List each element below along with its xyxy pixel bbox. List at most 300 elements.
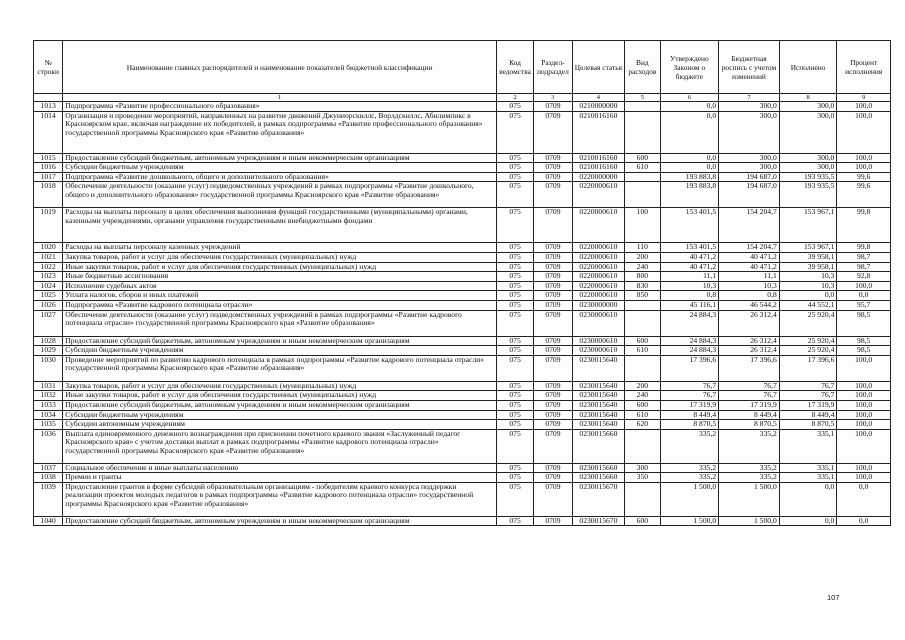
header-approved: Утверждено Законом о бюджете [660,41,719,94]
table-row [34,391,891,401]
row-name: Предоставление субсидий бюджетным, автономным учреждениям и иным некоммерческим организациям [63,400,497,410]
table-row [34,281,891,291]
row-dept-code: 075 [496,410,533,420]
row-percent: 0,0 [837,482,891,516]
row-target-article: 0210000000 [572,102,625,112]
row-target-article: 0210016160 [572,153,625,163]
row-budget-schedule: 8 870,5 [719,420,780,430]
row-budget-schedule: 335,2 [719,473,780,483]
row-name: Подпрограмма «Развитие кадрового потенциала отрасли» [63,300,497,310]
row-section: 0709 [534,272,572,282]
row-target-article: 0230015660 [572,463,625,473]
row-executed: 300,0 [779,111,837,153]
row-percent: 98,5 [837,346,891,356]
page-number: 107 [827,593,840,602]
row-expense-type: 610 [625,163,660,173]
row-number: 1035 [34,420,63,430]
header-name: Наименование главных распорядителей и наименование показателей бюджетной классификации [63,41,497,94]
row-expense-type: 830 [625,281,660,291]
row-section: 0709 [534,346,572,356]
row-approved: 45 116,1 [660,300,719,310]
row-number: 1024 [34,281,63,291]
row-executed: 25 920,4 [779,310,837,336]
row-percent: 98,5 [837,310,891,336]
row-budget-schedule: 335,2 [719,429,780,463]
row-budget-schedule: 300,0 [719,153,780,163]
row-section: 0709 [534,208,572,243]
row-target-article: 0230000610 [572,310,625,336]
row-percent: 95,7 [837,300,891,310]
row-name: Расходы на выплаты персоналу казенных учреждений [63,243,497,253]
row-dept-code: 075 [496,355,533,381]
row-approved: 0,0 [660,153,719,163]
table-row [34,300,891,310]
row-approved: 335,2 [660,463,719,473]
row-budget-schedule: 46 544,2 [719,300,780,310]
row-executed: 153 967,1 [779,208,837,243]
row-target-article: 0210016160 [572,111,625,153]
row-budget-schedule: 11,1 [719,272,780,282]
row-approved: 0,0 [660,102,719,112]
row-executed: 76,7 [779,391,837,401]
colnum: 3 [534,94,572,102]
row-name: Иные закупки товаров, работ и услуг для обеспечения государственных (муниципальных) нужд [63,262,497,272]
table-row [34,252,891,262]
row-approved: 335,2 [660,473,719,483]
row-executed: 0,0 [779,482,837,516]
row-dept-code: 075 [496,272,533,282]
table-row [34,153,891,163]
row-number: 1016 [34,163,63,173]
row-number: 1029 [34,346,63,356]
budget-execution-table [33,40,891,526]
row-expense-type: 240 [625,262,660,272]
row-dept-code: 075 [496,243,533,253]
row-percent: 100,0 [837,281,891,291]
row-name: Премии и гранты [63,473,497,483]
row-executed: 25 920,4 [779,336,837,346]
row-executed: 300,0 [779,102,837,112]
row-approved: 24 884,3 [660,310,719,336]
row-section: 0709 [534,381,572,391]
row-name: Субсидии автономным учреждениям [63,420,497,430]
row-target-article: 0230015640 [572,391,625,401]
row-name: Обеспечение деятельности (оказание услуг) подведомственных учреждений в рамках подпрограммы «Развитие кадрового потенциала отрасли» государственной программы Красноярского края «Развитие образования» [63,310,497,336]
row-number: 1018 [34,182,63,208]
row-executed: 300,0 [779,163,837,173]
row-number: 1022 [34,262,63,272]
row-number: 1031 [34,381,63,391]
row-budget-schedule: 194 687,0 [719,182,780,208]
table-row [34,172,891,182]
row-dept-code: 075 [496,381,533,391]
row-target-article: 0220000610 [572,281,625,291]
row-approved: 153 401,5 [660,243,719,253]
row-dept-code: 075 [496,400,533,410]
colnum: 4 [572,94,625,102]
row-expense-type: 100 [625,208,660,243]
row-dept-code: 075 [496,172,533,182]
row-number: 1013 [34,102,63,112]
row-executed: 8 449,4 [779,410,837,420]
row-percent: 99,8 [837,208,891,243]
colnum: 2 [496,94,533,102]
row-name: Уплата налогов, сборов и иных платежей [63,291,497,301]
row-section: 0709 [534,400,572,410]
row-percent: 99,8 [837,243,891,253]
row-budget-schedule: 335,2 [719,463,780,473]
row-dept-code: 075 [496,281,533,291]
row-budget-schedule: 40 471,2 [719,252,780,262]
row-target-article: 0220000610 [572,243,625,253]
row-name: Социальное обеспечение и иные выплаты населению [63,463,497,473]
row-target-article: 0230015640 [572,420,625,430]
row-name: Выплата единовременного денежного вознаграждения при присвоении почетного краевого звания «Заслуженный педагог Красноярского края» с учетом доставки выплат в рамках подпрограммы «Развитие кадрового потенциала отрасли» государственной программы Красноярского края «Развитие образования» [63,429,497,463]
row-target-article: 0220000610 [572,262,625,272]
row-percent: 0,0 [837,291,891,301]
row-expense-type: 240 [625,391,660,401]
row-expense-type [625,102,660,112]
row-budget-schedule: 26 312,4 [719,346,780,356]
table-body [34,102,891,526]
row-approved: 8 870,5 [660,420,719,430]
row-number: 1019 [34,208,63,243]
row-number: 1020 [34,243,63,253]
row-number: 1034 [34,410,63,420]
row-percent: 100,0 [837,473,891,483]
row-section: 0709 [534,473,572,483]
row-percent: 100,0 [837,463,891,473]
row-executed: 335,1 [779,473,837,483]
row-dept-code: 075 [496,336,533,346]
row-target-article: 0230015670 [572,482,625,516]
table-row [34,182,891,208]
colnum: 8 [779,94,837,102]
row-name: Подпрограмма «Развитие профессионального образования» [63,102,497,112]
row-approved: 10,3 [660,281,719,291]
row-executed: 193 935,5 [779,182,837,208]
row-percent: 92,8 [837,272,891,282]
row-approved: 335,2 [660,429,719,463]
row-budget-schedule: 300,0 [719,163,780,173]
row-budget-schedule: 17 319,9 [719,400,780,410]
row-section: 0709 [534,102,572,112]
row-budget-schedule: 26 312,4 [719,310,780,336]
row-percent: 100,0 [837,153,891,163]
column-number-row [34,94,891,102]
row-section: 0709 [534,243,572,253]
row-percent: 100,0 [837,410,891,420]
row-percent: 98,5 [837,336,891,346]
row-percent: 99,6 [837,172,891,182]
row-dept-code: 075 [496,391,533,401]
row-budget-schedule: 76,7 [719,391,780,401]
row-dept-code: 075 [496,482,533,516]
header-row-number: № строки [34,41,63,94]
row-approved: 153 401,5 [660,208,719,243]
row-expense-type [625,429,660,463]
table-row [34,291,891,301]
row-target-article: 0220000610 [572,208,625,243]
row-approved: 0,0 [660,111,719,153]
row-executed: 17 396,6 [779,355,837,381]
row-expense-type [625,482,660,516]
row-name: Обеспечение деятельности (оказание услуг) подведомственных учреждений в рамках подпрограммы «Развитие дошкольного, общего и дополнительного образования» государственной программы Красноярского края «Развитие образования» [63,182,497,208]
row-dept-code: 075 [496,262,533,272]
table-row [34,243,891,253]
row-approved: 1 500,0 [660,482,719,516]
row-executed: 10,3 [779,272,837,282]
row-section: 0709 [534,516,572,526]
table-row [34,516,891,526]
row-budget-schedule: 26 312,4 [719,336,780,346]
row-executed: 335,1 [779,429,837,463]
row-budget-schedule: 76,7 [719,381,780,391]
row-number: 1038 [34,473,63,483]
row-approved: 193 883,8 [660,182,719,208]
row-approved: 17 319,9 [660,400,719,410]
row-number: 1023 [34,272,63,282]
row-percent: 100,0 [837,391,891,401]
row-budget-schedule: 194 687,0 [719,172,780,182]
colnum: 7 [719,94,780,102]
row-approved: 0,0 [660,163,719,173]
row-approved: 24 884,3 [660,346,719,356]
row-expense-type: 200 [625,381,660,391]
row-percent: 98,7 [837,262,891,272]
row-executed: 153 967,1 [779,243,837,253]
table-row [34,463,891,473]
table-row [34,208,891,243]
row-target-article: 0230000610 [572,346,625,356]
row-percent: 100,0 [837,400,891,410]
row-executed: 10,3 [779,281,837,291]
row-target-article: 0230015640 [572,410,625,420]
row-section: 0709 [534,182,572,208]
row-executed: 0,0 [779,516,837,526]
row-dept-code: 075 [496,310,533,336]
row-name: Субсидии бюджетным учреждениям [63,410,497,420]
row-name: Субсидии бюджетным учреждениям [63,346,497,356]
row-expense-type [625,111,660,153]
row-executed: 25 920,4 [779,346,837,356]
row-target-article: 0220000610 [572,182,625,208]
row-number: 1039 [34,482,63,516]
header-section: Раздел-подраздел [534,41,572,94]
row-expense-type [625,310,660,336]
row-section: 0709 [534,262,572,272]
table-row [34,310,891,336]
row-number: 1028 [34,336,63,346]
row-dept-code: 075 [496,463,533,473]
row-expense-type: 110 [625,243,660,253]
row-target-article: 0210016160 [572,163,625,173]
row-expense-type: 600 [625,400,660,410]
row-executed: 193 935,5 [779,172,837,182]
header-target-article: Целевая статья [572,41,625,94]
row-dept-code: 075 [496,346,533,356]
row-expense-type: 620 [625,420,660,430]
row-name: Закупка товаров, работ и услуг для обеспечения государственных (муниципальных) нужд [63,252,497,262]
row-dept-code: 075 [496,111,533,153]
table-row [34,163,891,173]
row-expense-type: 610 [625,410,660,420]
row-expense-type: 300 [625,463,660,473]
row-target-article: 0220000610 [572,272,625,282]
row-expense-type: 800 [625,272,660,282]
row-dept-code: 075 [496,516,533,526]
row-section: 0709 [534,281,572,291]
row-percent: 100,0 [837,163,891,173]
row-expense-type: 610 [625,346,660,356]
row-target-article: 0230000610 [572,336,625,346]
colnum: 6 [660,94,719,102]
row-executed: 0,0 [779,291,837,301]
row-percent: 98,7 [837,252,891,262]
row-approved: 40 471,2 [660,262,719,272]
row-approved: 0,8 [660,291,719,301]
header-percent: Процент исполнения [837,41,891,94]
row-number: 1027 [34,310,63,336]
colnum: 1 [63,94,497,102]
row-executed: 300,0 [779,153,837,163]
row-budget-schedule: 154 204,7 [719,243,780,253]
table-row [34,262,891,272]
colnum: 5 [625,94,660,102]
row-number: 1014 [34,111,63,153]
table-row [34,429,891,463]
row-expense-type [625,355,660,381]
row-dept-code: 075 [496,252,533,262]
row-name: Расходы на выплаты персоналу в целях обеспечения выполнения функций государственными (муниципальными) органами, казенными учреждениями, органами управления государственными внебюджетными фондами [63,208,497,243]
row-dept-code: 075 [496,291,533,301]
row-number: 1032 [34,391,63,401]
row-percent: 100,0 [837,355,891,381]
row-number: 1037 [34,463,63,473]
row-percent: 0,0 [837,516,891,526]
row-name: Подпрограмма «Развитие дошкольного, общего и дополнительного образования» [63,172,497,182]
row-expense-type: 600 [625,516,660,526]
row-budget-schedule: 40 471,2 [719,262,780,272]
row-percent: 100,0 [837,111,891,153]
row-dept-code: 075 [496,163,533,173]
row-approved: 11,1 [660,272,719,282]
row-budget-schedule: 1 500,0 [719,516,780,526]
row-name: Предоставление субсидий бюджетным, автономным учреждениям и иным некоммерческим организациям [63,336,497,346]
row-dept-code: 075 [496,182,533,208]
row-percent: 100,0 [837,381,891,391]
row-dept-code: 075 [496,208,533,243]
header-expense-type: Вид расходов [625,41,660,94]
colnum [34,94,63,102]
row-executed: 44 552,1 [779,300,837,310]
row-budget-schedule: 154 204,7 [719,208,780,243]
table-row [34,400,891,410]
row-name: Иные бюджетные ассигнования [63,272,497,282]
header-executed: Исполнено [779,41,837,94]
row-name: Предоставление грантов в форме субсидий образовательным организациям - победителям краевого конкурса поддержки реализации проектов молодых педагогов в рамках подпрограммы «Развитие кадрового потенциала отрасли» государственной программы Красноярского края «Развитие образования» [63,482,497,516]
row-target-article: 0230000000 [572,300,625,310]
row-target-article: 0230015640 [572,355,625,381]
row-number: 1025 [34,291,63,301]
row-executed: 17 319,9 [779,400,837,410]
row-number: 1026 [34,300,63,310]
row-target-article: 0230015640 [572,381,625,391]
row-budget-schedule: 8 449,4 [719,410,780,420]
row-executed: 76,7 [779,381,837,391]
row-dept-code: 075 [496,102,533,112]
row-budget-schedule: 10,3 [719,281,780,291]
row-number: 1036 [34,429,63,463]
row-target-article: 0220000610 [572,291,625,301]
row-dept-code: 075 [496,420,533,430]
row-section: 0709 [534,163,572,173]
row-approved: 40 471,2 [660,252,719,262]
row-number: 1021 [34,252,63,262]
row-name: Субсидии бюджетным учреждениям [63,163,497,173]
row-section: 0709 [534,429,572,463]
row-percent: 100,0 [837,420,891,430]
table-row [34,410,891,420]
row-name: Закупка товаров, работ и услуг для обеспечения государственных (муниципальных) нужд [63,381,497,391]
table-row [34,272,891,282]
row-expense-type [625,300,660,310]
row-section: 0709 [534,391,572,401]
row-percent: 100,0 [837,102,891,112]
header-budget-schedule: Бюджетная роспись с учетом изменений [719,41,780,94]
row-expense-type [625,172,660,182]
row-target-article: 0230015660 [572,429,625,463]
table-row [34,355,891,381]
row-expense-type: 600 [625,336,660,346]
row-expense-type: 350 [625,473,660,483]
row-executed: 39 958,1 [779,252,837,262]
table-row [34,336,891,346]
row-section: 0709 [534,111,572,153]
table-row [34,346,891,356]
row-dept-code: 075 [496,473,533,483]
row-executed: 335,1 [779,463,837,473]
row-dept-code: 075 [496,153,533,163]
row-number: 1030 [34,355,63,381]
row-section: 0709 [534,336,572,346]
row-name: Проведение мероприятий по развитию кадрового потенциала в рамках подпрограммы «Развитие кадрового потенциала отрасли» государственной программы Красноярского края «Развитие образования» [63,355,497,381]
row-number: 1017 [34,172,63,182]
row-budget-schedule: 17 396,6 [719,355,780,381]
table-row [34,473,891,483]
row-expense-type [625,182,660,208]
row-name: Исполнение судебных актов [63,281,497,291]
row-number: 1033 [34,400,63,410]
row-approved: 1 500,0 [660,516,719,526]
row-section: 0709 [534,420,572,430]
row-approved: 24 884,3 [660,336,719,346]
row-executed: 39 958,1 [779,262,837,272]
table-row [34,102,891,112]
table-header-row [34,41,891,94]
row-target-article: 0230015660 [572,473,625,483]
colnum: 9 [837,94,891,102]
row-name: Предоставление субсидий бюджетным, автономным учреждениям и иным некоммерческим организациям [63,153,497,163]
row-budget-schedule: 0,8 [719,291,780,301]
row-section: 0709 [534,291,572,301]
row-approved: 193 883,8 [660,172,719,182]
row-target-article: 0220000000 [572,172,625,182]
row-expense-type: 850 [625,291,660,301]
row-section: 0709 [534,252,572,262]
row-number: 1040 [34,516,63,526]
row-approved: 76,7 [660,381,719,391]
